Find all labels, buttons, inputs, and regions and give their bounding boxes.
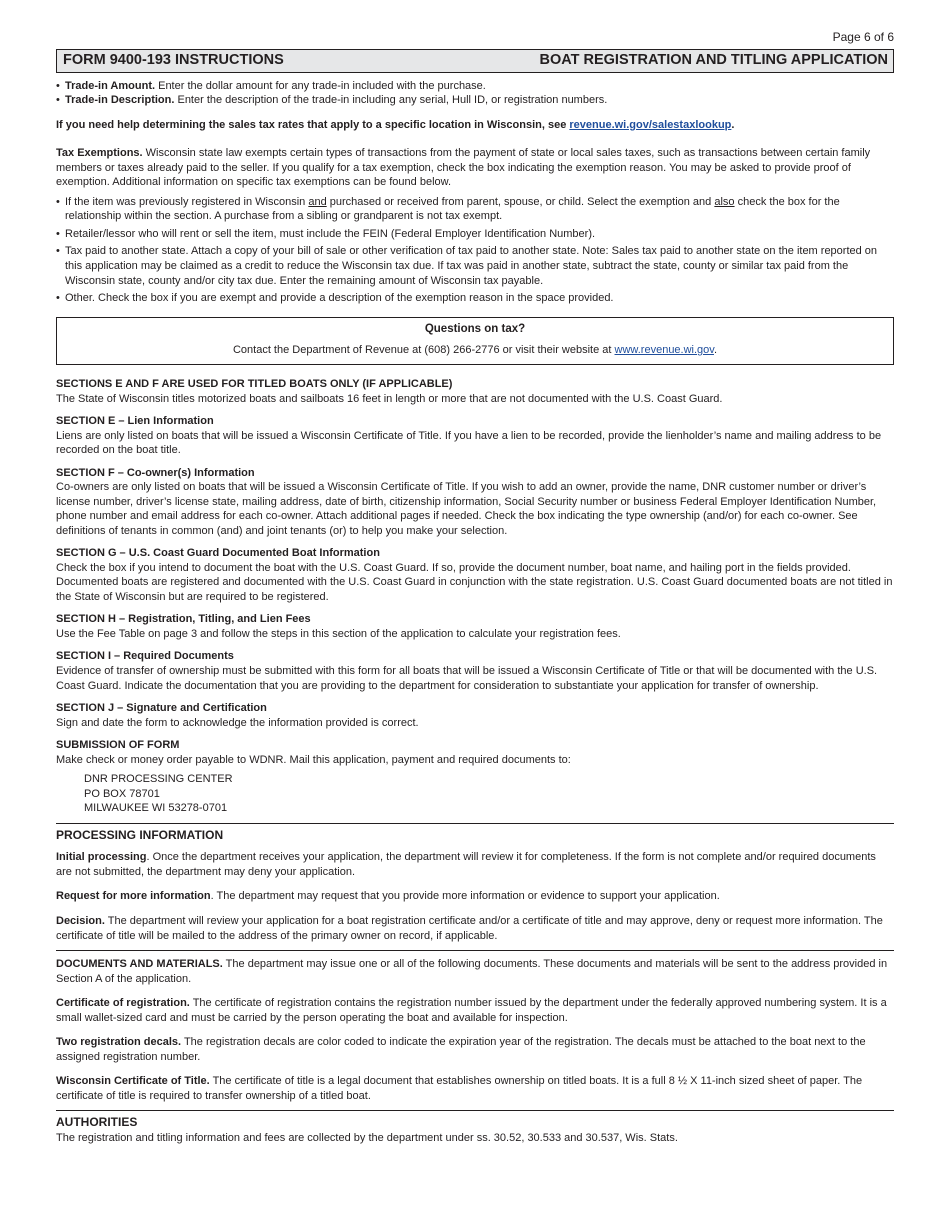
list-item: • Retailer/lessor who will rent or sell the item, must include the FEIN (Federal Employer Identification Number).: [56, 227, 894, 242]
list-item: • Tax paid to another state. Attach a copy of your bill of sale or other verification of tax paid to another state. Note: Sales tax paid to another state on the item reported on this application may be claimed as a credit to reduce the Wisconsin tax due. If tax was paid in another state, subtract the state, county or similar tax paid from the Wisconsin state, county and/or city tax due. Enter the remaining amount of Wisconsin tax payable.: [56, 244, 894, 288]
authorities-text: The registration and titling information and fees are collected by the department under ss. 30.52, 30.533 and 30.537, Wis. Stats.: [56, 1131, 678, 1144]
documents-intro: DOCUMENTS AND MATERIALS. The department may issue one or all of the following documents. These documents and materials will be sent to the address provided in Section A of the application.: [56, 958, 888, 985]
form-header: [56, 49, 894, 73]
doc-registration-decals: Two registration decals. The registration decals are color coded to indicate the expiration year of the registration. The decals must be attached to the boat next to the assigned registration number.: [56, 1036, 866, 1063]
section-f: SECTION F – Co-owner(s) Information Co-owners are only listed on boats that will be issued a Wisconsin Certificate of Title. If you wish to add an owner, provide the name, DNR customer number or driver’s license number, driver’s license state, mailing address, date of birth, citizenship information, Social Security number or business Federal Employer Identification Number, phone number and email address for each co-owner. Attach additional pages if needed. Check the box indicating the type ownership (and/or) for each co-owner. See definitions of tenants in common (and) and joint tenants (or) to help you make your selection.: [56, 466, 877, 537]
processing-request: Request for more information. The department may request that you provide more information or evidence to support your application.: [56, 890, 720, 903]
sales-tax-lookup-link[interactable]: revenue.wi.gov/salestaxlookup: [569, 118, 732, 131]
doc-certificate-registration: Certificate of registration. The certificate of registration contains the registration number issued by the department under the federally approved numbering system. It is a small wallet-sized card and must be carried by the person operating the boat and available for inspection.: [56, 997, 887, 1024]
authorities-title: AUTHORITIES: [56, 1115, 138, 1130]
tax-exemption-list: [56, 195, 894, 306]
section-titled-boats: SECTIONS E AND F ARE USED FOR TITLED BOATS ONLY (IF APPLICABLE) The State of Wisconsin titles motorized boats and sailboats 16 feet in length or more that are not documented with the U.S. Coast Guard.: [56, 378, 723, 405]
processing-initial: Initial processing. Once the department receives your application, the department will review it for completeness. If the form is not complete and/or required documents are not submitted, the department may deny your application.: [56, 851, 876, 878]
submission-of-form: SUBMISSION OF FORM Make check or money order payable to WDNR. Mail this application, payment and required documents to:: [56, 739, 571, 766]
section-e: SECTION E – Lien Information Liens are only listed on boats that will be issued a Wisconsin Certificate of Title. If you have a lien to be recorded, provide the lienholder’s name and mailing address to be recorded on the boat title.: [56, 415, 882, 457]
form-title: BOAT REGISTRATION AND TITLING APPLICATION: [539, 52, 888, 69]
tax-exemptions-paragraph: Tax Exemptions. Wisconsin state law exempts certain types of transactions from the payment of state or local sales taxes, such as transactions between certain family members or taxes already paid to the seller. If you qualify for a tax exemption, check the box indicating the exemption reason. You may be asked to provide proof of exemption. Additional information on specific tax exemptions can be found below.: [56, 147, 871, 189]
processing-decision: Decision. The department will review your application for a boat registration certificate and/or a certificate of title and may approve, deny or request more information. The certificate of title will be mailed to the address of the primary owner on record, if applicable.: [56, 915, 883, 942]
mailing-address: DNR PROCESSING CENTER PO BOX 78701 MILWAUKEE WI 53278-0701: [84, 773, 233, 815]
section-j: SECTION J – Signature and Certification Sign and date the form to acknowledge the information provided is correct.: [56, 702, 419, 729]
list-item: • If the item was previously registered in Wisconsin and purchased or received from parent, spouse, or child. Select the exemption and also check the box for the relationship within the section. A purchase from a sibling or grandparent is not tax exempt.: [56, 195, 894, 224]
document-page: [56, 30, 894, 1146]
form-number-title: FORM 9400-193 INSTRUCTIONS: [63, 52, 284, 69]
divider: [56, 1110, 894, 1111]
section-g: SECTION G – U.S. Coast Guard Documented Boat Information Check the box if you intend to document the boat with the U.S. Coast Guard. If so, provide the document number, boat name, and hailing port in the fields provided. Documented boats are registered and documented with the U.S. Coast Guard in conjunction with the state registration. U.S. Coast Guard documented boats are not titled in the State of Wisconsin but are required to be registered.: [56, 547, 893, 603]
questions-on-tax-box: [56, 317, 894, 366]
section-i: SECTION I – Required Documents Evidence of transfer of ownership must be submitted with this form for all boats that will be issued a Wisconsin Certificate of Title or that will be documented with the U.S. Coast Guard. Indicate the documentation that you are providing to the department for consideration to substantiate your application for transfer of ownership.: [56, 650, 878, 692]
tax-box-title: Questions on tax?: [424, 322, 526, 335]
section-h: SECTION H – Registration, Titling, and Lien Fees Use the Fee Table on page 3 and follow the steps in this section of the application to calculate your registration fees.: [56, 613, 621, 640]
trade-in-list: [56, 79, 894, 108]
page-number: Page 6 of 6: [832, 30, 894, 44]
sales-tax-help: If you need help determining the sales tax rates that apply to a specific location in Wisconsin, see revenue.wi.gov/salestaxlookup.: [56, 118, 735, 131]
processing-title: PROCESSING INFORMATION: [56, 827, 224, 842]
list-item: • Other. Check the box if you are exempt and provide a description of the exemption reason in the space provided.: [56, 291, 894, 306]
list-item: • Trade-in Amount. Enter the dollar amount for any trade-in included with the purchase.: [56, 79, 894, 94]
tax-box-text: Contact the Department of Revenue at (608) 266-2776 or visit their website at www.revenue.wi.gov.: [232, 343, 718, 356]
divider: [56, 823, 894, 824]
doc-certificate-title: Wisconsin Certificate of Title. The certificate of title is a legal document that establishes ownership on titled boats. It is a full 8 ½ X 11-inch sized sheet of paper. The certificate of title is required to transfer ownership of a titled boat.: [56, 1075, 863, 1102]
divider: [56, 950, 894, 951]
list-item: • Trade-in Description. Enter the description of the trade-in including any serial, Hull ID, or registration numbers.: [56, 93, 894, 108]
revenue-website-link[interactable]: www.revenue.wi.gov: [614, 343, 714, 356]
